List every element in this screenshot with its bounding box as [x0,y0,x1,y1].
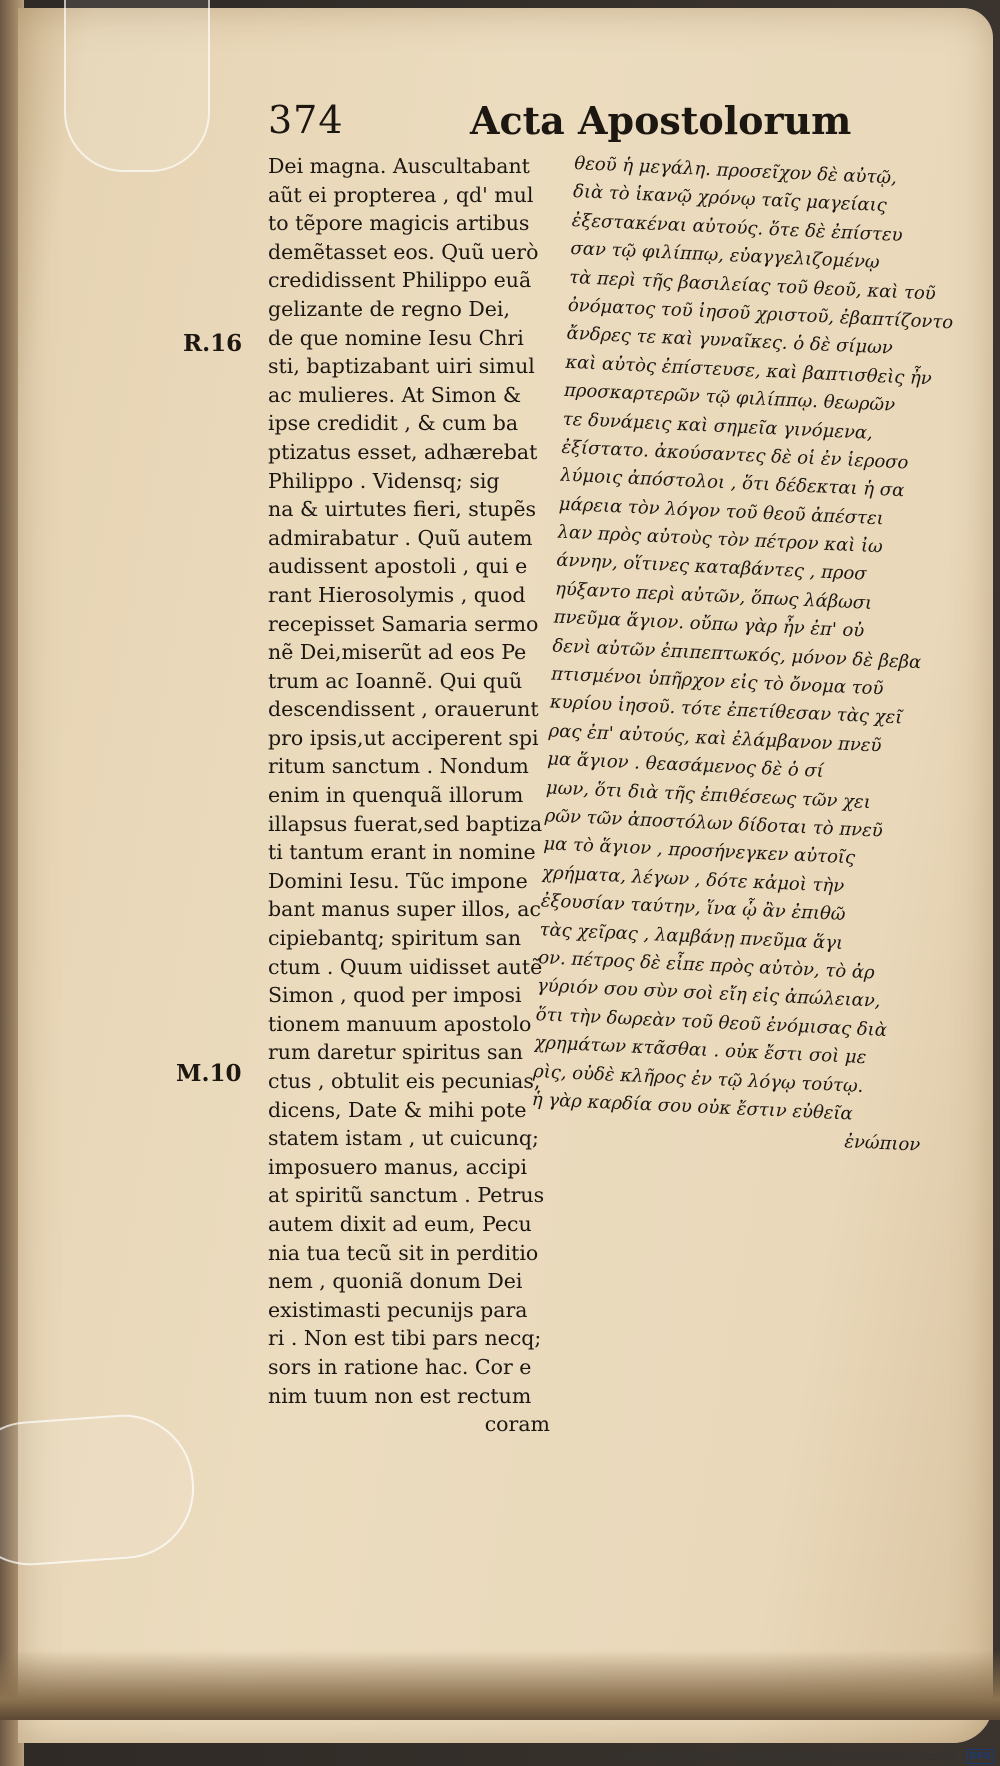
latin-text-line: ac mulieres. At Simon & [268,382,522,407]
greek-text-line: ρὶς, οὐδὲ κλῆρος ἐν τῷ λόγῳ τούτῳ. [532,1060,864,1097]
latin-text-line: cipiebantq; spiritum san [268,926,522,951]
greek-text-line: άννην, οἵτινες καταβάντες , προσ [555,550,868,586]
latin-text-line: nem , quoniã donum Dei [268,1269,523,1294]
greek-text-line: ἄνδρες τε καὶ γυναῖκες. ὁ δὲ σίμων [566,323,894,359]
latin-text-line: at spiritũ sanctum . Petrus [268,1183,545,1208]
page-bottom-edge [0,1650,1000,1720]
latin-text-line: nia tua tecũ sit in perditio [268,1240,539,1265]
latin-text-line: to tẽpore magicis artibus [268,211,530,236]
greek-catchword: ἐνώπιον [843,1131,921,1156]
greek-text-line: ον. πέτρος δὲ εἶπε πρὸς αὐτὸν, τὸ ἀρ [537,947,876,984]
greek-text-line: ὅτι τὴν δωρεὰν τοῦ θεοῦ ἐνόμισας διὰ [535,1003,888,1041]
latin-text-line: sors in ratione hac. Cor e [268,1354,532,1379]
latin-text-line: Philippo . Vidensq; sig [268,468,500,493]
greek-text-line: χρήματα, λέγων , δότε κἀμοὶ τὴν [541,862,845,897]
greek-text-line: καὶ αὐτὸς ἐπίστευσε, καὶ βαπτισθεὶς ἦν [564,351,933,390]
digitization-footer: Digitalisierung gefördert durch die Deutsche Forschungsgemeinschaft · DFG [615,1747,994,1766]
running-title: Acta Apostolorum [470,98,852,143]
latin-text-line: statem istam , ut cuicunq; [268,1126,539,1151]
latin-text-line: nẽ Dei,miserũt ad eos Pe [268,640,527,665]
greek-text-line: λύμοις ἀπόστολοι , ὅτι δέδεκται ἡ σα [559,464,905,502]
latin-text-line: enim in quenquã illorum [268,783,524,808]
latin-catchword: coram [484,1412,550,1437]
greek-text-line: ὀνόματος τοῦ ἰησοῦ χριστοῦ, ἐβαπτίζοντο [567,294,954,334]
greek-text-line: προσκαρτερῶν τῷ φιλίππῳ. θεωρῶν [563,379,896,416]
latin-text-line: ritum sanctum . Nondum [268,754,529,779]
latin-text-line: ri . Non est tibi pars necq; [268,1326,542,1351]
latin-text-line: aũt ei propterea , qd' mul [268,182,534,207]
latin-text-line: Simon , quod per imposi [268,983,522,1008]
latin-text-line: na & uirtutes fieri, stupẽs [268,497,537,522]
greek-text-line: τὰς χεῖρας , λαμβάνῃ πνεῦμα ἅγι [539,918,844,954]
greek-text-line: ρῶν τῶν ἀποστόλων δίδοται τὸ πνεῦ [544,805,884,842]
greek-text-line: ἡ γὰρ καρδία σου οὐκ ἔστιν εὐθεῖα [531,1088,854,1125]
margin-note-r16: R.16 [183,330,243,357]
latin-text-line: imposuero manus, accipi [268,1154,528,1179]
latin-text-line: Domini Iesu. Tũc impone [268,868,528,893]
latin-text-line: pro ipsis,ut acciperent spi [268,725,539,750]
latin-text-line: rum daretur spiritus san [268,1040,523,1065]
latin-text-line: ctus , obtulit eis pecunias, [268,1069,541,1093]
latin-text-line: descendissent , orauerunt [268,697,539,722]
latin-text-line: audissent apostoli , qui e [268,554,528,579]
latin-text-line: de que nomine Iesu Chri [268,325,524,350]
latin-text-line: Dei magna. Auscultabant [268,154,530,178]
greek-text-line: ηύξαντο περὶ αὐτῶν, ὅπως λάβωσι [554,578,873,614]
latin-text-line: admirabatur . Quũ autem [268,525,533,550]
latin-text-column [268,152,558,1439]
greek-text-line: μάρεια τὸν λόγον τοῦ θεοῦ ἀπέστει [558,493,885,530]
glass-clip-top [64,0,210,172]
latin-text-line: autem dixit ad eum, Pecu [268,1211,532,1236]
greek-text-line: πτισμένοι ὑπῆρχον εἰς τὸ ὄνομα τοῦ [550,663,884,700]
latin-text-line: gelizante de regno Dei, [268,296,511,321]
latin-text-line: demẽtasset eos. Quũ uerò [268,239,539,264]
greek-text-line: λαν πρὸς αὐτοὺς τὸν πέτρον καὶ ἰω [557,521,884,558]
greek-text-line: ἐξίστατο. ἀκούσαντες δὲ οἱ ἐν ἱεροσο [561,436,909,474]
margin-note-m10: M.10 [176,1060,242,1087]
latin-text-line: dicens, Date & mihi pote [268,1097,527,1122]
latin-text-line: existimasti pecunijs para [268,1297,528,1322]
latin-text-line: rant Hierosolymis , quod [268,582,526,607]
greek-text-line: σαν τῷ φιλίππῳ, εὐαγγελιζομένῳ [570,238,881,274]
latin-text-line: credidissent Philippo euã [268,268,532,293]
latin-text-line: ipse credidit , & cum ba [268,411,519,436]
greek-text-column [530,150,985,1161]
dfg-logo-icon: DFG [967,1749,994,1764]
footer-credit-text: Digitalisierung gefördert durch die Deutsche Forschungsgemeinschaft [615,1750,956,1763]
latin-text-line: trum ac Ioannẽ. Qui quũ [268,668,523,693]
greek-text-line: μων, ὅτι διὰ τῆς ἐπιθέσεως τῶν χει [545,776,872,813]
latin-text-line: sti, baptizabant uiri simul [268,354,535,379]
latin-text-line: illapsus fuerat,sed baptiza [268,811,543,836]
greek-text-line: θεοῦ ἡ μεγάλη. προσεῖχον δὲ αὐτῷ, [573,152,898,189]
greek-text-line: τε δυνάμεις καὶ σημεῖα γινόμενα, [562,408,874,444]
greek-text-line: μα ἅγιον . θεασάμενος δὲ ὁ σί [546,748,825,783]
latin-text-line: tionem manuum apostolo [268,1011,532,1036]
latin-text-line: recepisset Samaria sermo [268,611,539,636]
greek-text-line: ἐξεστακέναι αὐτούς. ὅτε δὲ ἐπίστευ [571,209,904,246]
greek-text-line: μα τὸ ἅγιον , προσήνεγκεν αὐτοῖς [543,833,856,869]
latin-text-line: bant manus super illos, ac [268,897,541,922]
greek-text-line: ρας ἐπ' αὐτούς, καὶ ἐλάμβανον πνεῦ [548,720,882,757]
greek-text-line: πνεῦμα ἅγιον. οὔπω γὰρ ἦν ἐπ' οὐ [553,606,865,642]
greek-text-line: χρημάτων κτᾶσθαι . οὐκ ἔστι σοὶ με [533,1032,867,1069]
greek-text-line: ἐξουσίαν ταύτην, ἵνα ᾧ ἂν ἐπιθῶ [540,890,846,926]
greek-text-line: κυρίου ἰησοῦ. τότε ἐπετίθεσαν τὰς χεῖ [549,691,903,729]
greek-text-line: γύριόν σου σὺν σοὶ εἴη εἰς ἀπώλειαν, [536,975,881,1013]
latin-text-line: ctum . Quum uidisset autẽ [268,954,543,979]
greek-text-line: διὰ τὸ ἱκανῷ χρόνῳ ταῖς μαγείαις [572,181,888,217]
latin-text-line: ptizatus esset, adhærebat [268,439,538,464]
greek-text-line: δενὶ αὐτῶν ἐπιπεπτωκός, μόνον δὲ βεβα [552,635,922,673]
greek-text-line: τὰ περὶ τῆς βασιλείας τοῦ θεοῦ, καὶ τοῦ [568,266,937,305]
latin-text-line: nim tuum non est rectum [268,1383,532,1408]
latin-text-line: ti tantum erant in nomine [268,840,536,865]
page-number: 374 [268,98,344,142]
